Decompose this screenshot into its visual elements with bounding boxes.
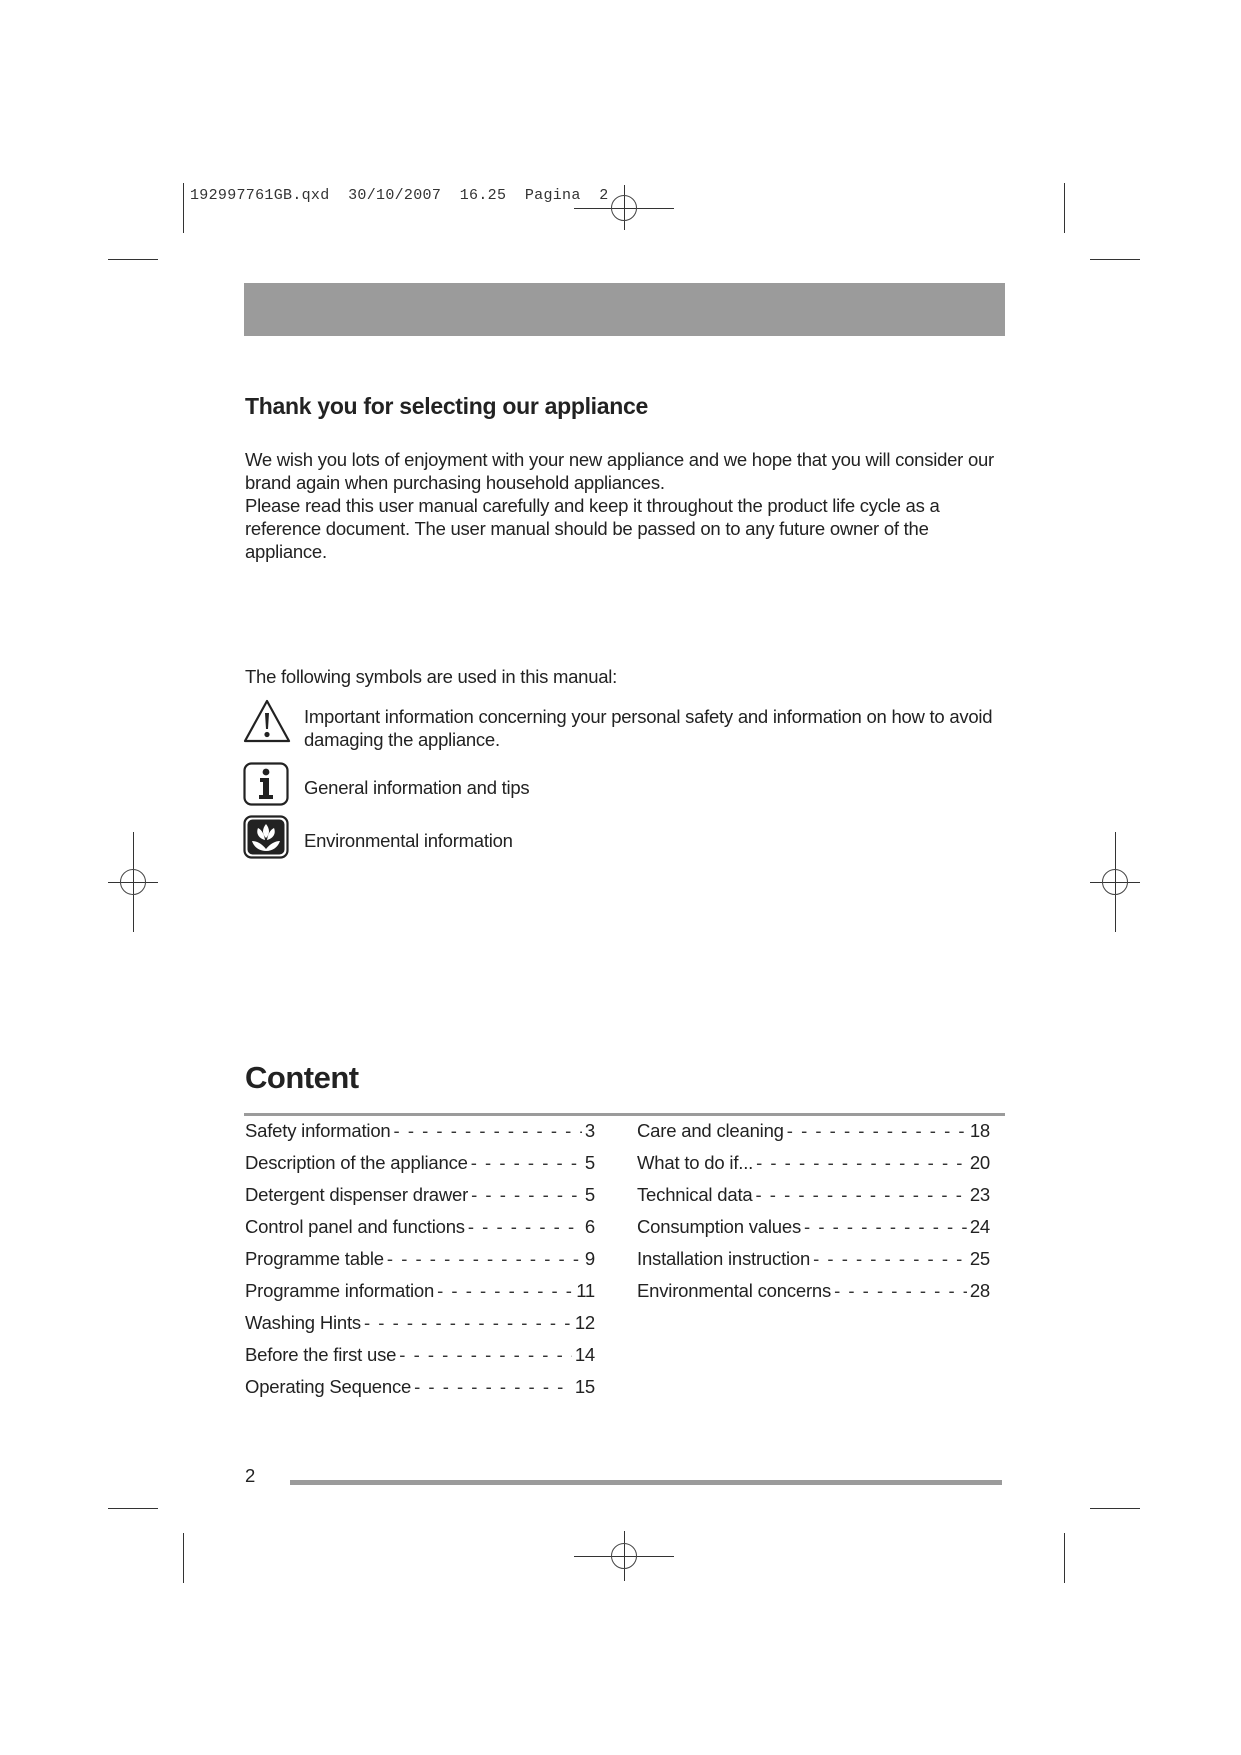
toc-page: 20 <box>969 1152 990 1173</box>
toc-label: Before the first use <box>245 1344 397 1365</box>
toc-leader <box>471 1152 582 1174</box>
toc-label: Consumption values <box>637 1216 802 1237</box>
print-slug: 192997761GB.qxd 30/10/2007 16.25 Pagina 2 <box>190 187 609 204</box>
toc-page: 9 <box>584 1248 595 1269</box>
toc-label: What to do if... <box>637 1152 754 1173</box>
symbol-text-info: General information and tips <box>304 777 530 798</box>
toc-entry[interactable] <box>245 1248 595 1280</box>
toc-label: Environmental concerns <box>637 1280 832 1301</box>
toc-page: 15 <box>574 1376 595 1397</box>
toc-entry[interactable] <box>637 1120 990 1152</box>
intro-text <box>245 448 1015 563</box>
toc-label: Programme table <box>245 1248 384 1269</box>
toc-label: Programme information <box>245 1280 435 1301</box>
intro-paragraph: We wish you lots of enjoyment with your new appliance and we hope that you will consider our brand again when purchasing household appliances. <box>245 449 994 493</box>
registration-circle <box>120 869 146 895</box>
toc-entry[interactable] <box>245 1120 595 1152</box>
toc-page: 14 <box>574 1344 595 1365</box>
toc-label: Care and cleaning <box>637 1120 784 1141</box>
toc-entry[interactable] <box>245 1312 595 1344</box>
toc-leader <box>787 1120 967 1142</box>
symbols-intro: The following symbols are used in this manual: <box>245 666 618 687</box>
toc-entry[interactable] <box>245 1216 595 1248</box>
toc-page: 5 <box>584 1152 595 1173</box>
symbol-text-safety: Important information concerning your personal safety and information on how to avoid damaging the appliance. <box>304 706 993 750</box>
crop-mark <box>1064 183 1065 233</box>
crop-mark <box>108 1508 158 1509</box>
toc-entry[interactable] <box>637 1280 990 1312</box>
intro-paragraph: Please read this user manual carefully and keep it throughout the product life cycle as a reference document. The user manual should be passed on to any future owner of the appliance. <box>245 495 940 562</box>
toc-page: 3 <box>584 1120 595 1141</box>
toc-page: 6 <box>584 1216 595 1237</box>
toc-leader <box>437 1280 573 1302</box>
toc-page: 23 <box>969 1184 990 1205</box>
warning-triangle-icon <box>243 698 291 744</box>
toc-leader <box>834 1280 967 1302</box>
toc-label: Description of the appliance <box>245 1152 468 1173</box>
toc-entry[interactable] <box>245 1344 595 1376</box>
toc-entry[interactable] <box>637 1184 990 1216</box>
registration-circle <box>1102 869 1128 895</box>
symbol-text-environment: Environmental information <box>304 830 513 851</box>
toc-leader <box>387 1248 582 1270</box>
crop-mark <box>183 183 184 233</box>
toc-page: 25 <box>969 1248 990 1269</box>
intro-heading: Thank you for selecting our appliance <box>245 393 648 419</box>
toc-leader <box>364 1312 572 1334</box>
toc-entry[interactable] <box>637 1152 990 1184</box>
toc-leader <box>755 1184 966 1206</box>
toc-label: Safety information <box>245 1120 391 1141</box>
toc-page: 28 <box>969 1280 990 1301</box>
toc-label: Control panel and functions <box>245 1216 465 1237</box>
content-rule <box>244 1113 1005 1116</box>
toc-page: 5 <box>584 1184 595 1205</box>
info-icon <box>243 762 289 806</box>
toc-page: 11 <box>576 1280 595 1301</box>
toc-label: Washing Hints <box>245 1312 361 1333</box>
toc-leader <box>414 1376 572 1398</box>
toc-label: Operating Sequence <box>245 1376 412 1397</box>
crop-mark <box>1090 259 1140 260</box>
toc-entry[interactable] <box>637 1248 990 1280</box>
toc-entry[interactable] <box>637 1216 990 1248</box>
toc-page: 24 <box>969 1216 990 1237</box>
toc-leader <box>394 1120 582 1142</box>
toc-label: Installation instruction <box>637 1248 811 1269</box>
crop-mark <box>183 1533 184 1583</box>
toc-leader <box>813 1248 967 1270</box>
crop-mark <box>108 259 158 260</box>
environment-icon <box>243 815 289 859</box>
toc-entry[interactable] <box>245 1376 595 1408</box>
registration-circle <box>611 1543 637 1569</box>
crop-mark <box>1064 1533 1065 1583</box>
toc-label: Detergent dispenser drawer <box>245 1184 469 1205</box>
footer-rule <box>290 1480 1002 1485</box>
toc-leader <box>468 1216 582 1238</box>
crop-mark <box>1090 1508 1140 1509</box>
content-heading: Content <box>245 1060 359 1095</box>
toc-leader <box>471 1184 582 1206</box>
toc-leader <box>756 1152 967 1174</box>
toc-label: Technical data <box>637 1184 753 1205</box>
toc-page: 18 <box>969 1120 990 1141</box>
toc-page: 12 <box>574 1312 595 1333</box>
header-bar <box>244 283 1005 336</box>
toc-entry[interactable] <box>245 1184 595 1216</box>
registration-circle <box>611 195 637 221</box>
toc-leader <box>399 1344 572 1366</box>
toc-leader <box>804 1216 967 1238</box>
page-number: 2 <box>245 1465 256 1486</box>
toc-entry[interactable] <box>245 1152 595 1184</box>
toc-entry[interactable] <box>245 1280 595 1312</box>
